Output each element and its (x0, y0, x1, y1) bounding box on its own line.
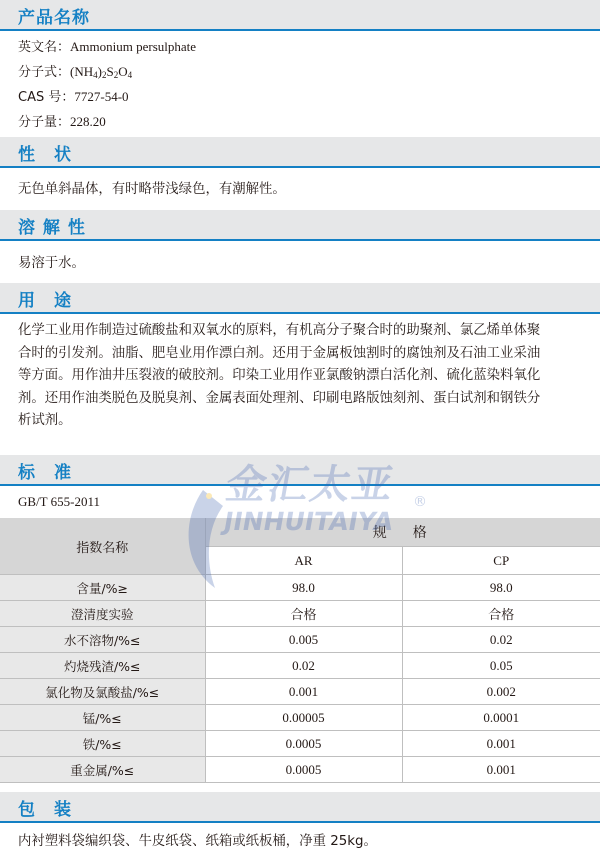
molecular-weight-label: 分子量： (18, 115, 71, 130)
index-name-cell: 锰/%≤ (0, 705, 205, 731)
uses-line: 化学工业用作制造过硫酸盐和双氧水的原料，有机高分子聚合时的助聚剂、氯乙烯单体聚 (18, 323, 541, 338)
grade-header-cp: CP (402, 547, 600, 575)
packaging-text: 内衬塑料袋编织袋、牛皮纸袋、纸箱或纸板桶，净重 25kg。 (18, 834, 377, 849)
table-row (0, 601, 600, 627)
ar-value-cell: 0.0005 (205, 731, 402, 757)
table-row (0, 679, 600, 705)
formula-label: 分子式： (18, 65, 71, 80)
section-title: 性 状 (18, 145, 72, 165)
section-title: 包 装 (18, 800, 72, 820)
index-name-cell: 澄清度实验 (0, 601, 205, 627)
index-name-cell: 重金属/%≤ (0, 757, 205, 783)
logo-star-icon (206, 493, 212, 499)
cp-value-cell: 0.0001 (402, 705, 600, 731)
section-header-uses (0, 283, 600, 314)
cas-row (18, 86, 129, 105)
section-header-packaging (0, 792, 600, 823)
section-underline (0, 821, 600, 823)
section-title: 溶 解 性 (18, 218, 86, 238)
cp-value-cell: 98.0 (402, 575, 600, 601)
section-header-solubility (0, 210, 600, 241)
cp-value-cell: 0.001 (402, 731, 600, 757)
grade-header-ar: AR (205, 547, 402, 575)
section-underline (0, 484, 600, 486)
table-row (0, 653, 600, 679)
cp-value-cell: 0.001 (402, 757, 600, 783)
spec-group-header: 规 格 (205, 518, 600, 547)
cp-value-cell: 0.002 (402, 679, 600, 705)
table-body (0, 575, 600, 783)
watermark-registered: ® (413, 494, 427, 510)
section-header-properties (0, 137, 600, 168)
uses-line: 析试剂。 (18, 413, 72, 429)
section-title: 标 准 (18, 463, 72, 483)
section-underline (0, 239, 600, 241)
index-name-header: 指数名称 (0, 518, 205, 575)
ar-value-cell: 合格 (205, 601, 402, 627)
ar-value-cell: 0.0005 (205, 757, 402, 783)
index-name-cell: 铁/%≤ (0, 731, 205, 757)
ar-value-cell: 0.00005 (205, 705, 402, 731)
table-row (0, 627, 600, 653)
ar-value-cell: 0.001 (205, 679, 402, 705)
english-name-row (18, 36, 196, 55)
section-title: 产品名称 (18, 8, 90, 28)
index-name-cell: 氯化物及氯酸盐/%≤ (0, 679, 205, 705)
cas-label: CAS 号： (18, 90, 75, 105)
cas-value: 7727-54-0 (74, 89, 129, 104)
uses-line: 剂。还用作油类脱色及脱臭剂、金属表面处理剂、印刷电路版蚀刻剂、蛋白试剂和钢铁分 (18, 390, 541, 406)
molecular-weight-value: 228.20 (70, 114, 106, 129)
section-underline (0, 166, 600, 168)
english-name-label: 英文名： (18, 40, 71, 55)
formula-row (18, 61, 132, 80)
section-header-product-name (0, 0, 600, 31)
ar-value-cell: 98.0 (205, 575, 402, 601)
standard-code: GB/T 655-2011 (18, 494, 100, 509)
section-underline (0, 312, 600, 314)
english-name-value: Ammonium persulphate (70, 39, 197, 54)
index-name-cell: 含量/%≥ (0, 575, 205, 601)
section-underline (0, 29, 600, 31)
index-name-cell: 灼烧残渣/%≤ (0, 653, 205, 679)
specification-table (0, 518, 600, 783)
cp-value-cell: 合格 (402, 601, 600, 627)
table-row (0, 705, 600, 731)
properties-text: 无色单斜晶体，有时略带浅绿色，有潮解性。 (18, 182, 286, 197)
table-row (0, 757, 600, 783)
cp-value-cell: 0.02 (402, 627, 600, 653)
solubility-text: 易溶于水。 (18, 256, 85, 271)
uses-paragraph (18, 320, 586, 433)
watermark-english: JINHUITAIYA (221, 507, 396, 536)
index-name-cell: 水不溶物/%≤ (0, 627, 205, 653)
section-title: 用 途 (18, 291, 72, 311)
table-row (0, 575, 600, 601)
section-header-standard (0, 455, 600, 486)
watermark-chinese: 金汇太亚 (222, 461, 399, 508)
molecular-weight-row (18, 111, 106, 130)
uses-line: 合时的引发剂。油脂、肥皂业用作漂白剂。还用于金属板蚀割时的腐蚀剂及石油工业采油 (18, 345, 541, 361)
formula-value: $(NH_4)_2S_2O_4$ (70, 64, 133, 80)
ar-value-cell: 0.005 (205, 627, 402, 653)
ar-value-cell: 0.02 (205, 653, 402, 679)
cp-value-cell: 0.05 (402, 653, 600, 679)
table-row (0, 731, 600, 757)
uses-line: 等方面。用作油井压裂液的破胶剂。印染工业用作亚氯酸钠漂白活化剂、硫化蓝染料氧化 (18, 368, 541, 384)
